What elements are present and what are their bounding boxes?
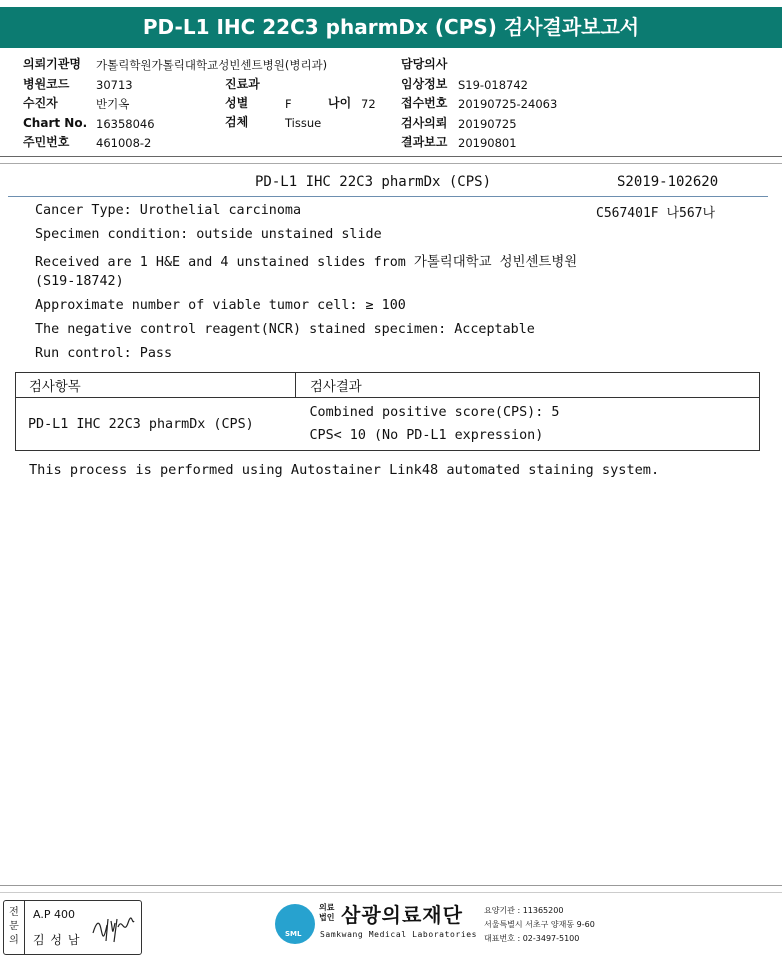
- stamp-name: 김 성 남: [33, 933, 81, 947]
- stamp-char: 의: [9, 935, 19, 946]
- stamp-char: 문: [9, 921, 19, 932]
- dept-label: 진료과: [225, 77, 260, 91]
- result-line2: CPS< 10 (No PD-L1 expression): [309, 428, 544, 443]
- report-line: The negative control reagent(NCR) stained specimen: Acceptable: [35, 322, 535, 337]
- specimen-value: Tissue: [285, 116, 322, 130]
- header-item: 검사항목: [16, 373, 296, 398]
- report-line: Run control: Pass: [35, 346, 173, 361]
- case-number: S2019-102620: [617, 174, 719, 190]
- section-rule: [8, 196, 768, 197]
- contact-info: [484, 904, 595, 946]
- chart-label: Chart No.: [23, 116, 88, 130]
- receipt-value: 20190725-24063: [458, 97, 558, 111]
- pathologist-stamp: [3, 900, 142, 955]
- contact-address: 서울특별시 서초구 양재동 9-60: [484, 920, 595, 929]
- stamp-char: 전: [9, 907, 19, 918]
- age-label: 나이: [328, 96, 352, 110]
- report-line: Approximate number of viable tumor cell: ≥ 100: [35, 298, 406, 313]
- process-note: This process is performed using Autostainer Link48 automated staining system.: [29, 462, 660, 478]
- table-header-row: [16, 373, 760, 398]
- patient-label: 수진자: [23, 96, 58, 110]
- clinical-label: 임상정보: [401, 77, 448, 91]
- stamp-side-label: [4, 901, 25, 954]
- report-line: (S19-18742): [35, 274, 124, 289]
- resident-label: 주민번호: [23, 135, 70, 149]
- footer-divider: [0, 892, 782, 893]
- logo-prefix-top: 의료: [319, 903, 335, 912]
- result-line1: Combined positive score(CPS): 5: [309, 405, 560, 420]
- clinical-value: S19-018742: [458, 78, 528, 92]
- logo-prefix-bottom: 법인: [319, 913, 335, 922]
- request-value: 20190725: [458, 117, 517, 131]
- logo-prefix: [319, 903, 334, 923]
- institution-label: 의뢰기관명: [23, 57, 81, 71]
- table-row: [16, 398, 760, 451]
- report-title: PD-L1 IHC 22C3 pharmDx (CPS) 검사결과보고서: [0, 7, 782, 48]
- logo-name: 삼광의료재단: [341, 903, 463, 927]
- institution-value: 가톨릭학원가톨릭대학교성빈센트병원(병리과): [96, 58, 328, 72]
- logo-icon: [275, 904, 315, 944]
- receipt-label: 접수번호: [401, 96, 448, 110]
- specimen-label: 검체: [225, 115, 249, 129]
- resident-value: 461008-2: [96, 136, 152, 150]
- patient-value: 반기옥: [96, 97, 130, 111]
- block-id: C567401F 나567나: [596, 206, 716, 221]
- item-cell: PD-L1 IHC 22C3 pharmDx (CPS): [16, 398, 296, 451]
- divider: [0, 156, 782, 157]
- stamp-code: A.P 400: [33, 908, 75, 921]
- contact-phone: 대표번호 : 02-3497-5100: [484, 934, 580, 943]
- hospital-code-label: 병원코드: [23, 77, 70, 91]
- result-cell: [296, 398, 760, 451]
- divider: [0, 163, 782, 164]
- request-label: 검사의뢰: [401, 116, 448, 130]
- report-date-value: 20190801: [458, 136, 517, 150]
- sex-value: F: [285, 97, 292, 111]
- report-date-label: 결과보고: [401, 135, 448, 149]
- chart-value: 16358046: [96, 117, 155, 131]
- report-line: Cancer Type: Urothelial carcinoma: [35, 203, 302, 218]
- hospital-code-value: 30713: [96, 78, 133, 92]
- doctor-label: 담당의사: [401, 57, 448, 71]
- signature-image: [90, 911, 136, 945]
- logo-english: Samkwang Medical Laboratories: [320, 930, 478, 939]
- patient-info: [23, 55, 782, 155]
- result-table: [15, 372, 760, 451]
- report-line: Received are 1 H&E and 4 unstained slides from 가톨릭대학교 성빈센트병원: [35, 255, 578, 270]
- contact-code: 요양기관 : 11365200: [484, 906, 564, 915]
- sex-label: 성별: [225, 96, 249, 110]
- header-result: 검사결과: [296, 373, 760, 398]
- report-line: Specimen condition: outside unstained slide: [35, 227, 382, 242]
- logo-badge: SML: [285, 930, 302, 938]
- footer-divider: [0, 885, 782, 886]
- age-value: 72: [361, 97, 376, 111]
- test-title: PD-L1 IHC 22C3 pharmDx (CPS): [255, 174, 492, 190]
